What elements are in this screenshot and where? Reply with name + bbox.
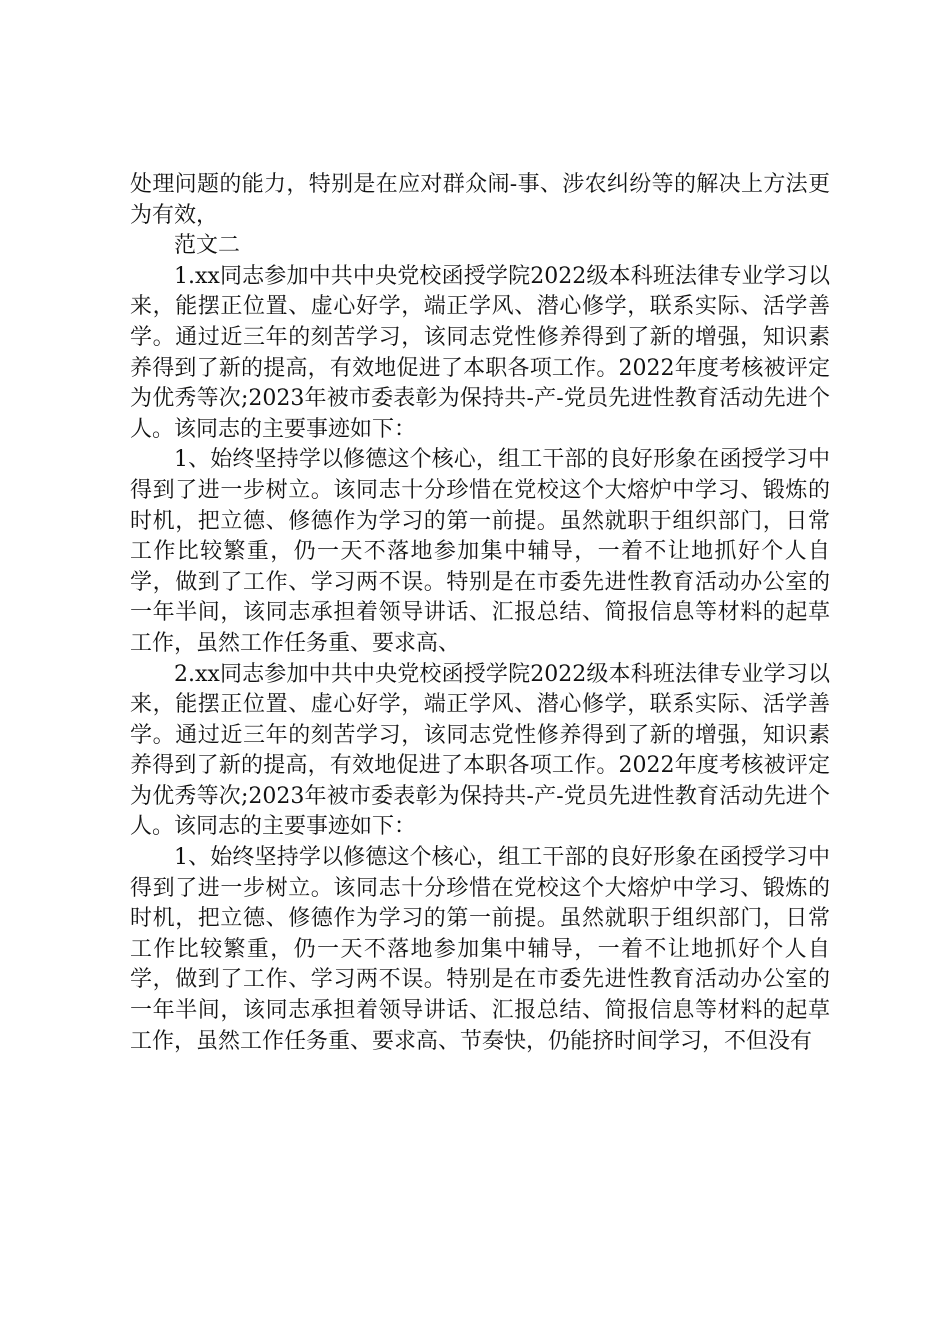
paragraph-item-2: 2.xx同志参加中共中央党校函授学院2022级本科班法律专业学习以来，能摆正位置、虚心好学，端正学风、潜心修学，联系实际、活学善学。通过近三年的刻苦学习，该同志党性修养得到了新的增强，知识素养得到了新的提高，有效地促进了本职各项工作。2022年度考核被评定为优秀等次;2023年被市委表彰为保持共-产-党员先进性教育活动先进个人。该同志的主要事迹如下： bbox=[130, 661, 830, 840]
paragraph-continuation: 处理问题的能力，特别是在应对群众闹-事、涉农纠纷等的解决上方法更为有效， bbox=[130, 172, 830, 228]
paragraph-subitem-1: 1、始终坚持学以修德这个核心，组工干部的良好形象在函授学习中得到了进一步树立。该同志十分珍惜在党校这个大熔炉中学习、锻炼的时机，把立德、修德作为学习的第一前提。虽然就职于组织部门，日常工作比较繁重，仍一天不落地参加集中辅导，一着不让地抓好个人自学，做到了工作、学习两不误。特别是在市委先进性教育活动办公室的一年半间，该同志承担着领导讲话、汇报总结、简报信息等材料的起草工作，虽然工作任务重、要求高、 bbox=[130, 447, 830, 656]
document-body bbox=[130, 170, 830, 1057]
paragraph-subitem-1-repeat: 1、始终坚持学以修德这个核心，组工干部的良好形象在函授学习中得到了进一步树立。该同志十分珍惜在党校这个大熔炉中学习、锻炼的时机，把立德、修德作为学习的第一前提。虽然就职于组织部门，日常工作比较繁重，仍一天不落地参加集中辅导，一着不让地抓好个人自学，做到了工作、学习两不误。特别是在市委先进性教育活动办公室的一年半间，该同志承担着领导讲话、汇报总结、简报信息等材料的起草工作，虽然工作任务重、要求高、节奏快，仍能挤时间学习，不但没有 bbox=[130, 845, 830, 1054]
paragraph-item-1: 1.xx同志参加中共中央党校函授学院2022级本科班法律专业学习以来，能摆正位置、虚心好学，端正学风、潜心修学，联系实际、活学善学。通过近三年的刻苦学习，该同志党性修养得到了新的增强，知识素养得到了新的提高，有效地促进了本职各项工作。2022年度考核被评定为优秀等次;2023年被市委表彰为保持共-产-党员先进性教育活动先进个人。该同志的主要事迹如下： bbox=[130, 263, 830, 442]
section-heading: 范文二 bbox=[174, 233, 241, 259]
